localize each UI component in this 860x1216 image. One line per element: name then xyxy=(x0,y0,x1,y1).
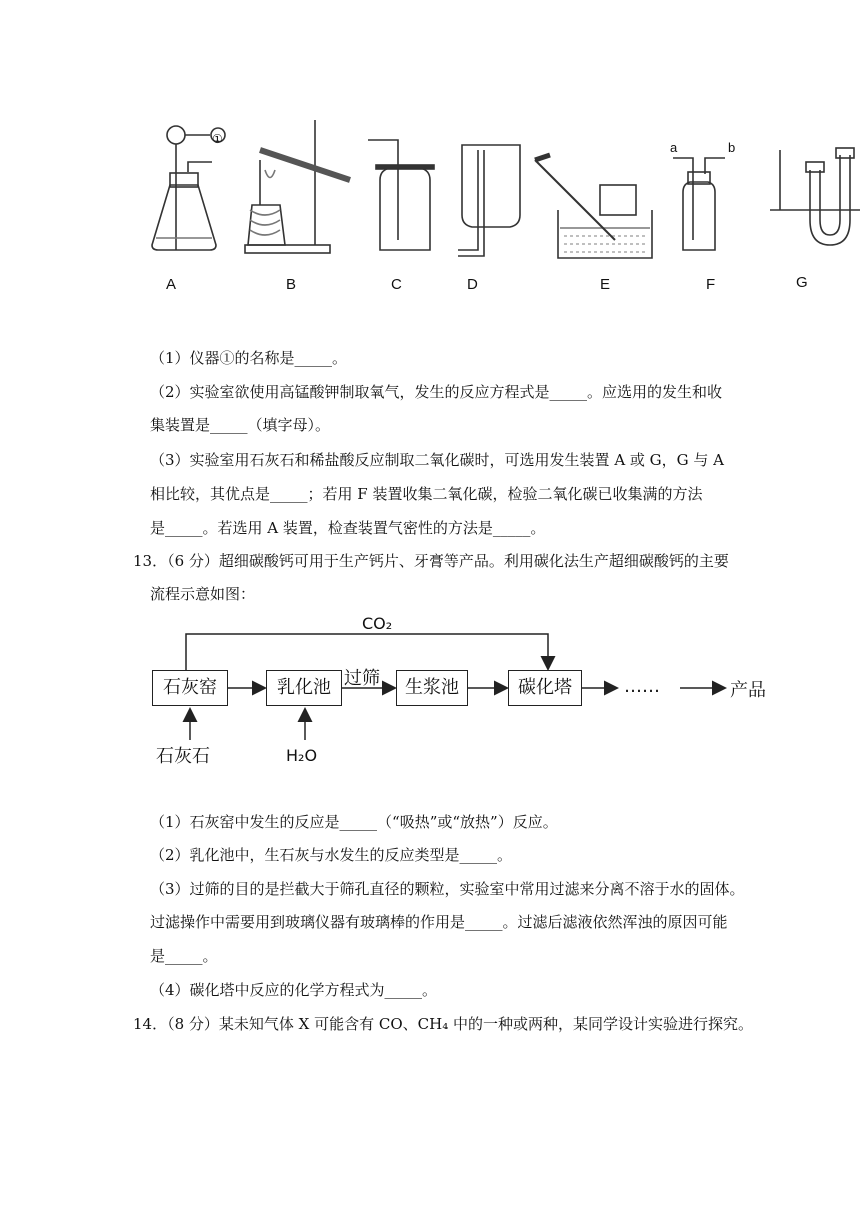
apparatus-c xyxy=(368,140,434,250)
slaker-box: 乳化池 xyxy=(266,670,342,706)
limestone-label: 石灰石 xyxy=(156,746,210,767)
lime-kiln-box: 石灰窑 xyxy=(152,670,228,706)
q12-part1: （1）仪器①的名称是_____。 xyxy=(150,349,348,367)
q13-part1: （1）石灰窑中发生的反应是_____（“吸热”或“放热”）反应。 xyxy=(150,813,558,831)
process-flow-diagram xyxy=(150,610,790,780)
continuation-dots: …… xyxy=(624,676,660,697)
q12-part3-line3: 是_____。若选用 A 装置，检查装置气密性的方法是_____。 xyxy=(150,519,546,537)
q12-part2-line1: （2）实验室欲使用高锰酸钾制取氧气，发生的反应方程式是_____。应选用的发生和收 xyxy=(150,383,723,401)
q13-part3-line2: 过滤操作中需要用到玻璃仪器有玻璃棒的作用是_____。过滤后滤液依然浑浊的原因可能 xyxy=(150,913,728,931)
q12-part3-line1: （3）实验室用石灰石和稀盐酸反应制取二氧化碳时，可选用发生装置 A 或 G，G 与 A xyxy=(150,451,725,469)
product-label: 产品 xyxy=(730,680,766,701)
slurry-tank-box: 生浆池 xyxy=(396,670,468,706)
q14-heading: 14．（8 分）某未知气体 X 可能含有 CO、CH₄ 中的一种或两种，某同学设计实验进行探究。 xyxy=(133,1015,753,1033)
q13-part2: （2）乳化池中，生石灰与水发生的反应类型是_____。 xyxy=(150,846,513,864)
apparatus-d xyxy=(458,145,520,256)
apparatus-label-b: B xyxy=(286,276,297,293)
co2-label: CO₂ xyxy=(362,614,393,633)
port-b-label: b xyxy=(728,140,736,155)
flow-arrows xyxy=(150,610,790,780)
q13-part3-line3: 是_____。 xyxy=(150,947,218,965)
apparatus-label-e: E xyxy=(600,276,611,293)
apparatus-label-f: F xyxy=(706,276,716,293)
apparatus-figure xyxy=(140,110,860,310)
apparatus-g xyxy=(770,148,860,245)
apparatus-label-c: C xyxy=(391,276,402,293)
sieve-label: 过筛 xyxy=(344,668,380,689)
q13-part3-line1: （3）过筛的目的是拦截大于筛孔直径的颗粒，实验室中常用过滤来分离不溶于水的固体。 xyxy=(150,880,745,898)
q12-part3-line2: 相比较，其优点是_____；若用 F 装置收集二氧化碳，检验二氧化碳已收集满的方法 xyxy=(150,485,703,503)
q13-heading-line2: 流程示意如图： xyxy=(150,585,256,603)
apparatus-b xyxy=(245,120,350,253)
q12-part2-line2: 集装置是_____（填字母）。 xyxy=(150,416,331,434)
apparatus-marker: ① xyxy=(212,132,223,146)
port-a-label: a xyxy=(670,140,678,155)
apparatus-label-a: A xyxy=(166,276,177,293)
q13-heading-line1: 13．（6 分）超细碳酸钙可用于生产钙片、牙膏等产品。利用碳化法生产超细碳酸钙的主要 xyxy=(133,552,729,570)
water-label: H₂O xyxy=(286,746,318,765)
apparatus-drawing xyxy=(140,110,860,310)
apparatus-label-g: G xyxy=(796,274,808,291)
apparatus-e xyxy=(535,155,652,258)
q13-part4: （4）碳化塔中反应的化学方程式为_____。 xyxy=(150,981,438,999)
apparatus-f xyxy=(673,158,725,250)
apparatus-label-d: D xyxy=(467,276,478,293)
carbonation-tower-box: 碳化塔 xyxy=(508,670,582,706)
